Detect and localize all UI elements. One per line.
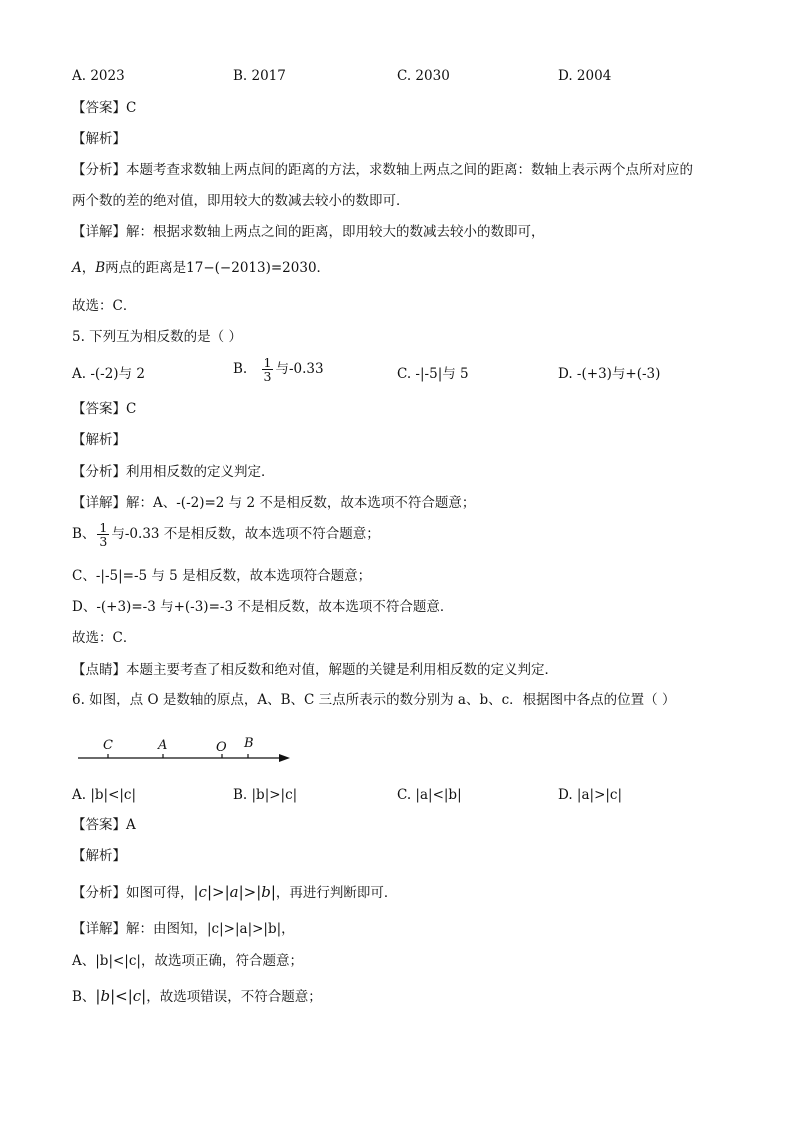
q4-calculation-line <box>72 259 330 277</box>
q4-calc-expression: 17−(−2013)=2030 <box>186 260 317 276</box>
q5-analysis: 【分析】利用相反数的定义判定． <box>72 464 275 480</box>
q5-line-c: C、-|-5|=-5 与 5 是相反数，故本选项符合题意； <box>72 568 372 584</box>
q6-line-b-expression: |b|<|c| <box>95 987 147 1005</box>
q6-line-a: A、|b|<|c|，故选项正确，符合题意； <box>72 953 303 969</box>
q5-line-b <box>72 521 380 548</box>
q4-conclusion: 故选：C． <box>72 298 137 314</box>
point-label-b: B <box>244 736 254 751</box>
q5-option-b-prefix: B. <box>233 361 248 377</box>
q4-calc-text: 两点的距离是 <box>105 260 187 276</box>
fraction-numerator: 1 <box>99 520 108 535</box>
q6-option-d: D. |a|>|c| <box>558 787 623 803</box>
q5-line-b-fraction <box>97 521 109 548</box>
q5-line-b-prefix: B、 <box>72 526 96 542</box>
q5-option-d: D. -(+3)与+(-3) <box>558 366 661 382</box>
q4-calc-sep: ， <box>81 260 96 276</box>
fraction-denominator: 3 <box>263 369 272 384</box>
q5-option-c: C. -|-5|与 5 <box>397 366 469 382</box>
q5-option-b <box>233 356 324 383</box>
q6-analysis-prefix: 【分析】如图可得， <box>72 885 194 901</box>
q6-option-b: B. |b|>|c| <box>233 787 298 803</box>
q5-option-b-fraction <box>262 356 274 383</box>
q5-detail-line: 【详解】解：A、-(-2)=2 与 2 不是相反数，故本选项不符合题意； <box>72 495 476 511</box>
point-label-c: C <box>103 738 113 753</box>
q4-option-d: D. 2004 <box>558 68 612 84</box>
q6-detail-line: 【详解】解：由图知，|c|>|a|>|b|， <box>72 921 295 937</box>
q6-stem: 6. 如图，点 O 是数轴的原点，A、B、C 三点所表示的数分别为 a、b、c．根据图中各点的位置（ ） <box>72 692 676 708</box>
q4-calc-point-a: A <box>72 260 82 276</box>
q5-line-b-suffix: 与-0.33 不是相反数，故本选项不符合题意； <box>111 526 380 542</box>
q4-option-a: A. 2023 <box>72 68 125 84</box>
q6-analysis-expression: |c|>|a|>|b| <box>193 883 276 901</box>
q5-answer: 【答案】C <box>72 401 137 417</box>
q4-option-b: B. 2017 <box>233 68 286 84</box>
q6-jiexi-heading: 【解析】 <box>72 848 126 864</box>
q4-answer: 【答案】C <box>72 100 137 116</box>
q5-option-b-suffix: 与-0.33 <box>275 361 324 377</box>
q5-conclusion: 故选：C． <box>72 630 137 646</box>
point-label-o: O <box>216 740 227 755</box>
q5-line-d: D、-(+3)=-3 与+(-3)=-3 不是相反数，故本选项不符合题意． <box>72 599 454 615</box>
q4-calc-point-b: B <box>95 260 106 276</box>
q5-jiexi-heading: 【解析】 <box>72 432 126 448</box>
fraction-denominator: 3 <box>99 534 108 549</box>
number-line-figure <box>72 734 312 774</box>
q5-option-a: A. -(-2)与 2 <box>72 366 145 382</box>
point-label-a: A <box>158 738 168 753</box>
q6-option-c: C. |a|<|b| <box>397 787 462 803</box>
q4-detail-line: 【详解】解：根据求数轴上两点之间的距离，即用较大的数减去较小的数即可， <box>72 224 545 240</box>
fraction-numerator: 1 <box>263 355 272 370</box>
number-line-arrow <box>279 754 290 762</box>
q4-jiexi-heading: 【解析】 <box>72 131 126 147</box>
q6-line-b-prefix: B、 <box>72 989 96 1005</box>
q4-analysis-line-2: 两个数的差的绝对值，即用较大的数减去较小的数即可． <box>72 193 410 209</box>
q6-answer: 【答案】A <box>72 817 136 833</box>
q6-line-b-suffix: ，故选项错误，不符合题意； <box>146 989 322 1005</box>
q4-calc-end: ． <box>316 260 331 276</box>
q4-analysis-line-1: 【分析】本题考查求数轴上两点间的距离的方法，求数轴上两点之间的距离：数轴上表示两个点所对应的 <box>72 162 693 178</box>
q4-option-c: C. 2030 <box>397 68 450 84</box>
q5-remark: 【点睛】本题主要考查了相反数和绝对值，解题的关键是利用相反数的定义判定． <box>72 662 558 678</box>
q6-analysis-line <box>72 883 397 902</box>
q6-analysis-suffix: ，再进行判断即可． <box>275 885 398 901</box>
q6-line-b <box>72 987 322 1006</box>
q5-stem: 5. 下列互为相反数的是（ ） <box>72 329 242 345</box>
q6-option-a: A. |b|<|c| <box>72 787 137 803</box>
